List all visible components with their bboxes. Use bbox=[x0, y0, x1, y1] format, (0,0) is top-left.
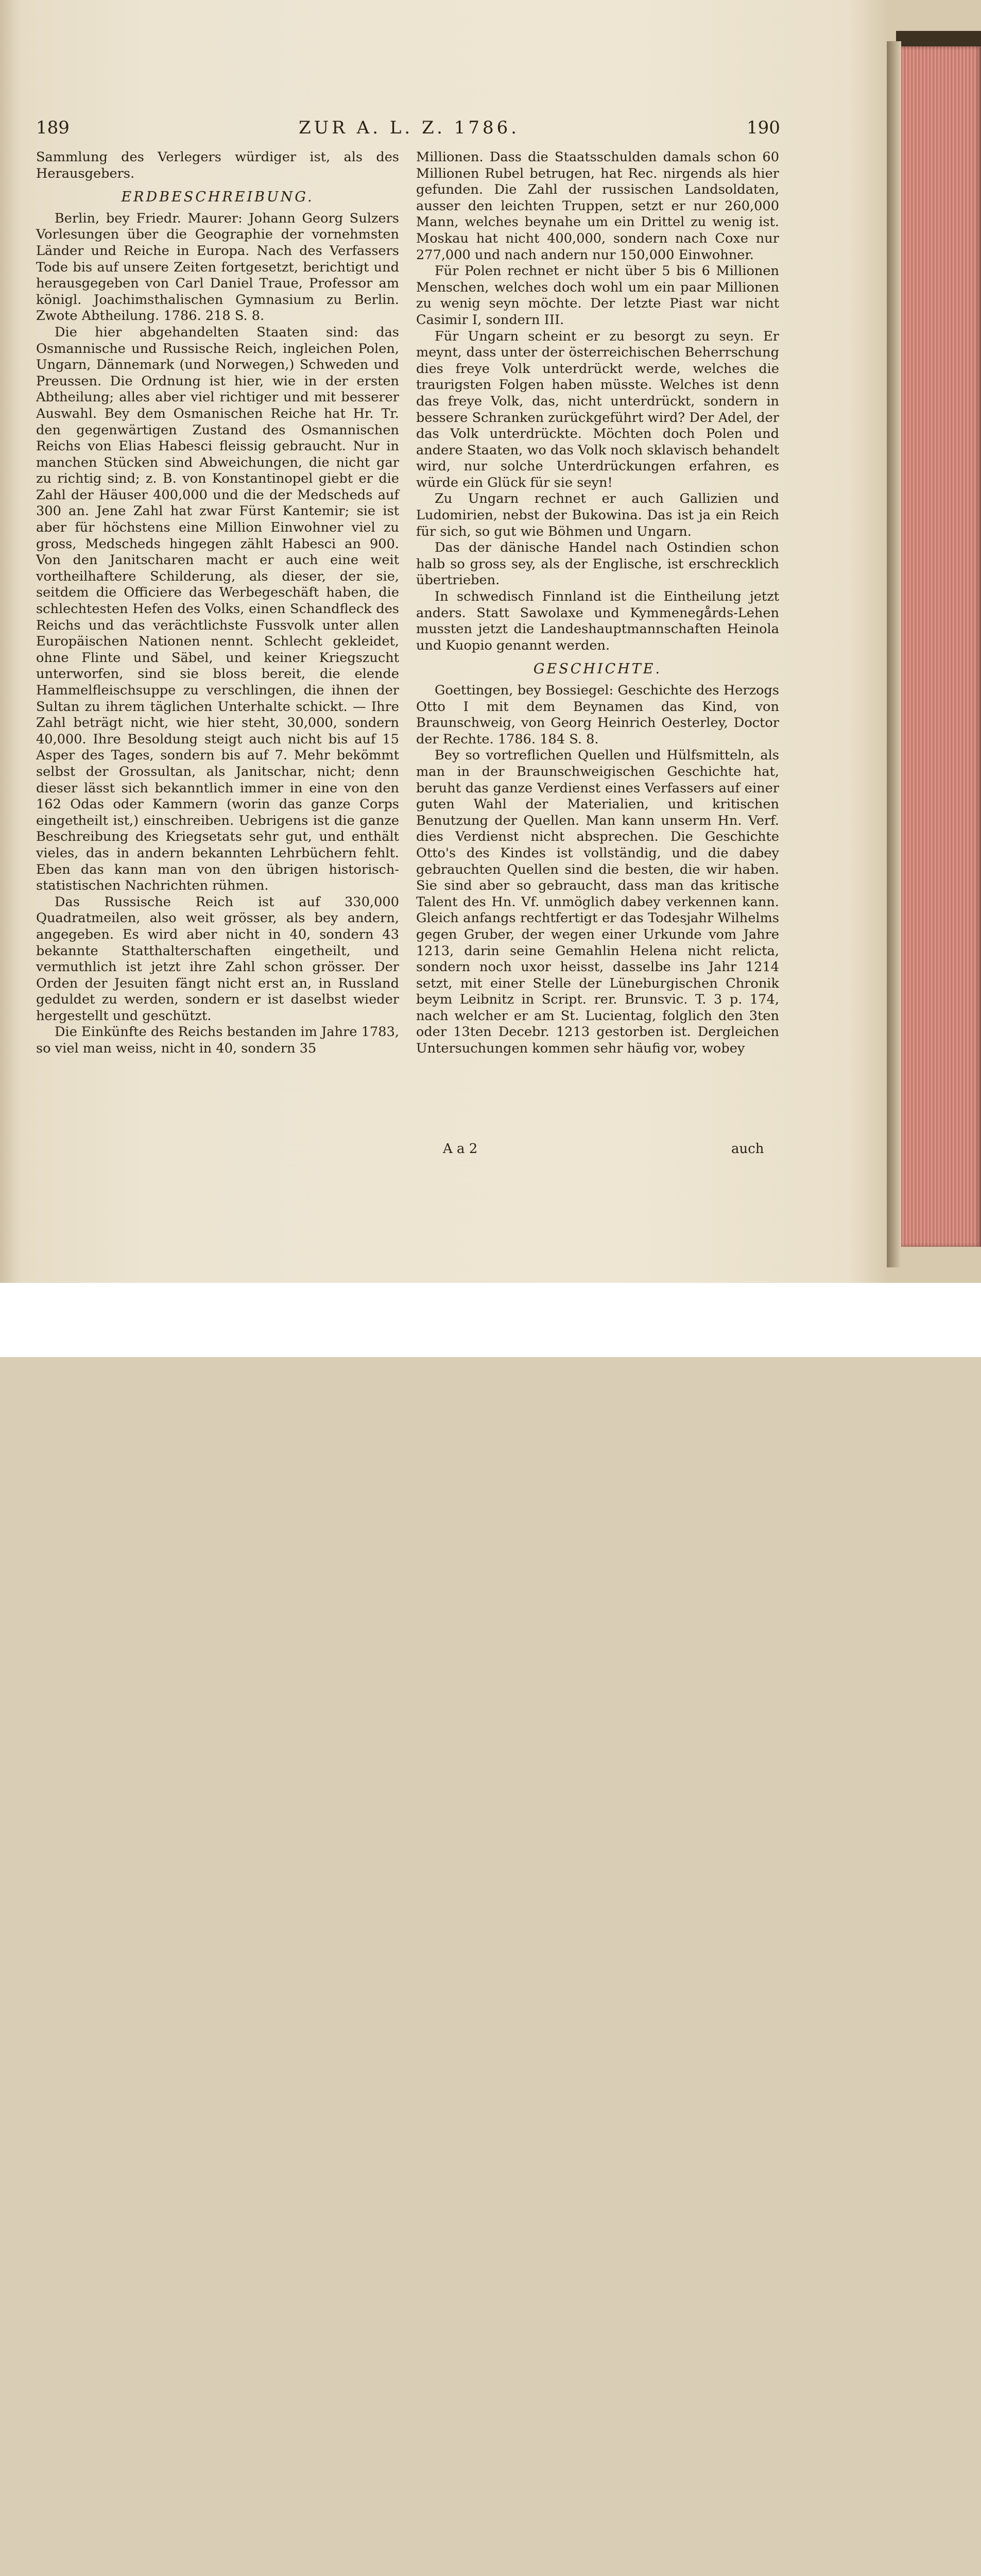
paragraph: Für Ungarn scheint er zu besorgt zu seyn. Er meynt, dass unter der österreichischen Beherrschung dies freye Volk unterdrückt werde, welches die traurigsten Folgen haben müsste. Welches ist denn das freye Volk, das, nicht unterdrückt, sondern in bessere Schranken zurückgeführt wird? Der Adel, der das Volk unterdrückte. Möchten doch Polen und andere Staaten, wo das Volk noch sklavisch behandelt wird, nur solche Unterdrückungen erfahren, es würde ein Glück für sie seyn! bbox=[416, 328, 779, 490]
paragraph: Das Russische Reich ist auf 330,000 Quadratmeilen, also weit grösser, als bey andern, angegeben. Es wird aber nicht in 40, sondern 43 bekannte Statthalterschaften eingetheilt, und vermuthlich ist jetzt ihre Zahl schon grösser. Der Orden der Jesuiten fängt nicht erst an, in Russland geduldet zu werden, sondern er ist daselbst wieder hergestellt und geschützt. bbox=[36, 894, 399, 1024]
viewer-footer bbox=[0, 1283, 981, 1357]
paragraph: Zu Ungarn rechnet er auch Gallizien und Ludomirien, nebst der Bukowina. Das ist ja ein Reich für sich, so gut wie Böhmen und Ungarn. bbox=[416, 491, 779, 539]
page-number-left: 189 bbox=[36, 117, 70, 138]
bibliographic-entry: Berlin, bey Friedr. Maurer: Johann Georg Sulzers Vorlesungen über die Geographie der vornehmsten Länder und Reiche in Europa. Nach des Verfassers Tode bis auf unsere Zeiten fortgesetzt, berichtigt und herausgegeben von Carl Daniel Traue, Professor am königl. Joachimsthalischen Gymnasium zu Berlin. Zwote Abtheilung. 1786. 218 S. 8. bbox=[36, 210, 399, 324]
signature-mark: A a 2 bbox=[443, 1141, 478, 1157]
paragraph: Das der dänische Handel nach Ostindien schon halb so gross sey, als der Englische, ist erschrecklich übertrieben. bbox=[416, 540, 779, 588]
red-page-edges bbox=[901, 46, 981, 1247]
left-column bbox=[36, 149, 399, 1057]
paragraph: Für Polen rechnet er nicht über 5 bis 6 Millionen Menschen, welches doch wohl um ein paar Millionen zu wenig seyn möchte. Der letzte Piast war nicht Casimir I, sondern III. bbox=[416, 263, 779, 328]
paragraph: Die hier abgehandelten Staaten sind: das Osmannische und Russische Reich, ingleichen Polen, Ungarn, Dännemark (und Norwegen,) Schweden und Preussen. Die Ordnung ist hier, wie in der ersten Abtheilung; alles aber viel richtiger und mit besserer Auswahl. Bey dem Osmanischen Reiche hat Hr. Tr. den gegenwärtigen Zustand des Osmannischen Reichs von Elias Habesci fleissig gebraucht. Nur in manchen Stücken sind Abweichungen, die nicht gar zu richtig sind; z. B. von Konstantinopel giebt er die Zahl der Häuser 400,000 und die der Medscheds auf 300 an. Jene Zahl hat zwar Fürst Kantemir; sie ist aber für höchstens eine Million Einwohner viel zu gross, Medscheds hingegen zählt Habesci an 900. Von den Janitscharen macht er auch eine weit vortheilhaftere Schilderung, als dieser, der sie, seitdem die Officiere das Werbegeschäft haben, die schlechtesten Hefen des Volks, einen Schandfleck des Reichs und das verächtlichste Fussvolk unter allen Europäischen Nationen nennt. Schlecht gekleidet, ohne Flinte und Säbel, und keiner Kriegszucht unterworfen, sind sie bloss bereit, die elende Hammelfleischsuppe zu verschlingen, die ihnen der Sultan zu ihrem täglichen Unterhalte schickt. — Ihre Zahl beträgt nicht, wie hier steht, 30,000, sondern 40,000. Ihre Besoldung steigt auch nicht bis auf 15 Asper des Tages, sondern bis auf 7. Mehr bekömmt selbst der Grossultan, als Janitschar, nicht; denn dieser lässt sich bekanntlich immer in eine von den 162 Odas oder Kammern (worin das ganze Corps eingetheilt ist,) einschreiben. Uebrigens ist die ganze Beschreibung des Kriegsetats sehr gut, und enthält vieles, das in andern bekannten Lehrbüchern fehlt. Eben das kann man von den übrigen historisch-statistischen Nachrichten rühmen. bbox=[36, 324, 399, 894]
paragraph: Die Einkünfte des Reichs bestanden im Jahre 1783, so viel man weiss, nicht in 40, sondern 35 bbox=[36, 1024, 399, 1057]
catchword: auch bbox=[731, 1141, 764, 1157]
paragraph: Millionen. Dass die Staatsschulden damals schon 60 Millionen Rubel betrugen, hat Rec. nirgends als hier gefunden. Die Zahl der russischen Landsoldaten, ausser den leichten Truppen, setzt er nur 260,000 Mann, welches beynahe um ein Drittel zu wenig ist. Moskau hat nicht 400,000, sondern nach Coxe nur 277,000 und nach andern nur 150,000 Einwohner. bbox=[416, 149, 779, 263]
paragraph: Sammlung des Verlegers würdiger ist, als des Herausgebers. bbox=[36, 149, 399, 181]
running-head: ZUR A. L. Z. 1786. bbox=[299, 117, 520, 138]
paragraph: Bey so vortreflichen Quellen und Hülfsmitteln, als man in der Braunschweigischen Geschichte hat, beruht das ganze Verdienst eines Verfassers auf einer guten Wahl der Materialien, und kritischen Benutzung der Quellen. Man kann unserm Hn. Verf. dies Verdienst nicht absprechen. Die Geschichte Otto's des Kindes ist vollständig, und die dabey gebrauchten Quellen sind die besten, die wir haben. Sie sind aber so gebraucht, dass man das kritische Talent des Hn. Vf. unmöglich dabey verkennen kann. Gleich anfangs rechtfertigt er das Todesjahr Wilhelms gegen Gruber, der wegen einer Urkunde vom Jahre 1213, darin seine Gemahlin Helena nicht relicta, sondern noch uxor heisst, dasselbe ins Jahr 1214 setzt, mit einer Stelle der Lüneburgischen Chronik beym Leibnitz in Script. rer. Brunsvic. T. 3 p. 174, nach welcher er am St. Lucientag, folglich den 3ten oder 13ten Decebr. 1213 gestorben ist. Dergleichen Untersuchungen kommen sehr häufig vor, wobey bbox=[416, 748, 779, 1057]
scanned-page bbox=[0, 0, 981, 1283]
bibliographic-entry: Goettingen, bey Bossiegel: Geschichte des Herzogs Otto I mit dem Beynamen das Kind, von Braunschweig, von Georg Heinrich Oesterley, Doctor der Rechte. 1786. 184 S. 8. bbox=[416, 683, 779, 747]
right-column bbox=[416, 149, 779, 1057]
section-heading: GESCHICHTE. bbox=[533, 661, 662, 677]
page-edge bbox=[887, 41, 901, 1267]
section-heading: ERDBESCHREIBUNG. bbox=[121, 189, 314, 206]
page-number-right: 190 bbox=[747, 117, 780, 138]
paragraph: In schwedisch Finnland ist die Eintheilung jetzt anders. Statt Sawolaxe und Kymmenegårds-Lehen mussten jetzt die Landeshauptmannschaften Heinola und Kuopio genannt werden. bbox=[416, 589, 779, 653]
